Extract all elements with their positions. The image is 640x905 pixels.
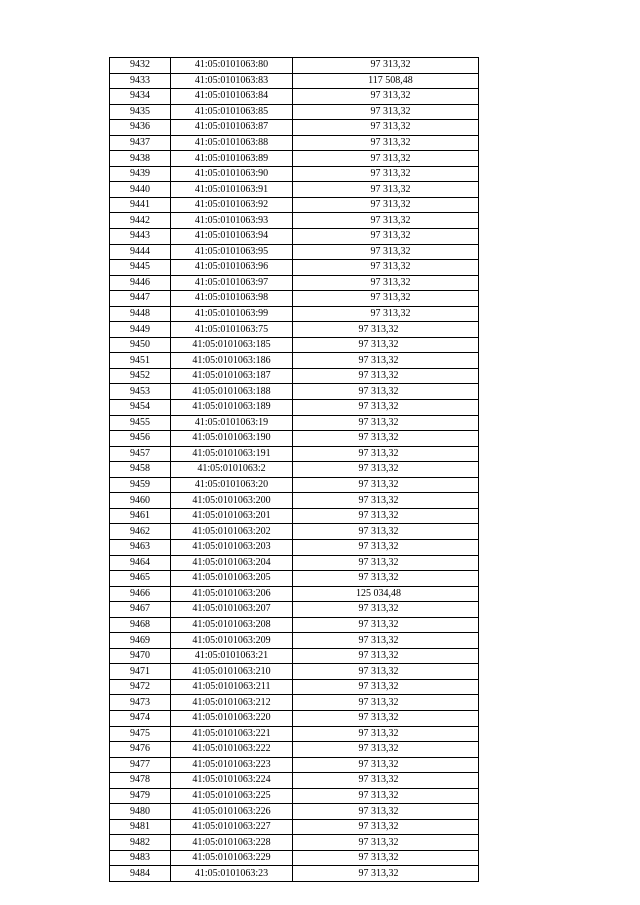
cadastral-value-cell: 97 313,32 [293, 260, 479, 276]
cadastral-value-cell: 97 313,32 [293, 757, 479, 773]
cadastral-value-cell: 97 313,32 [293, 539, 479, 555]
cadastral-number-cell: 41:05:0101063:80 [171, 58, 293, 74]
cadastral-number-cell: 41:05:0101063:204 [171, 555, 293, 571]
cadastral-value-cell: 97 313,32 [293, 182, 479, 198]
cadastral-number-cell: 41:05:0101063:224 [171, 773, 293, 789]
row-number-cell: 9433 [110, 73, 171, 89]
table-row [110, 571, 479, 587]
cadastral-value-cell: 97 313,32 [293, 788, 479, 804]
table-row [110, 260, 479, 276]
cadastral-value-cell: 97 313,32 [293, 508, 479, 524]
cadastral-number-cell: 41:05:0101063:83 [171, 73, 293, 89]
table-row [110, 368, 479, 384]
cadastral-value-cell: 97 313,32 [293, 648, 479, 664]
cadastral-value-cell: 97 313,32 [293, 120, 479, 136]
table-row [110, 835, 479, 851]
cadastral-value-cell: 97 313,32 [293, 664, 479, 680]
cadastral-value-cell: 125 034,48 [293, 586, 479, 602]
cadastral-number-cell: 41:05:0101063:203 [171, 539, 293, 555]
cadastral-value-cell: 97 313,32 [293, 166, 479, 182]
row-number-cell: 9458 [110, 462, 171, 478]
row-number-cell: 9456 [110, 431, 171, 447]
cadastral-value-cell: 97 313,32 [293, 835, 479, 851]
cadastral-value-cell: 97 313,32 [293, 804, 479, 820]
cadastral-value-cell: 97 313,32 [293, 773, 479, 789]
cadastral-value-cell: 97 313,32 [293, 633, 479, 649]
row-number-cell: 9478 [110, 773, 171, 789]
table-row [110, 679, 479, 695]
cadastral-number-cell: 41:05:0101063:208 [171, 617, 293, 633]
row-number-cell: 9444 [110, 244, 171, 260]
table-row [110, 120, 479, 136]
table-row [110, 322, 479, 338]
cadastral-number-cell: 41:05:0101063:95 [171, 244, 293, 260]
row-number-cell: 9476 [110, 742, 171, 758]
row-number-cell: 9482 [110, 835, 171, 851]
table-row [110, 182, 479, 198]
table-row [110, 135, 479, 151]
cadastral-value-cell: 97 313,32 [293, 322, 479, 338]
cadastral-number-cell: 41:05:0101063:205 [171, 571, 293, 587]
cadastral-value-cell: 97 313,32 [293, 368, 479, 384]
cadastral-value-cell: 97 313,32 [293, 866, 479, 882]
table-row [110, 73, 479, 89]
row-number-cell: 9446 [110, 275, 171, 291]
cadastral-number-cell: 41:05:0101063:191 [171, 446, 293, 462]
cadastral-value-cell: 97 313,32 [293, 291, 479, 307]
row-number-cell: 9454 [110, 400, 171, 416]
table-row [110, 353, 479, 369]
row-number-cell: 9462 [110, 524, 171, 540]
row-number-cell: 9451 [110, 353, 171, 369]
cadastral-number-cell: 41:05:0101063:84 [171, 89, 293, 105]
row-number-cell: 9452 [110, 368, 171, 384]
cadastral-value-cell: 97 313,32 [293, 151, 479, 167]
cadastral-value-cell: 97 313,32 [293, 493, 479, 509]
cadastral-number-cell: 41:05:0101063:90 [171, 166, 293, 182]
table-row [110, 166, 479, 182]
cadastral-value-cell: 97 313,32 [293, 400, 479, 416]
row-number-cell: 9450 [110, 337, 171, 353]
cadastral-number-cell: 41:05:0101063:201 [171, 508, 293, 524]
cadastral-value-cell: 97 313,32 [293, 819, 479, 835]
cadastral-value-cell: 117 508,48 [293, 73, 479, 89]
row-number-cell: 9479 [110, 788, 171, 804]
cadastral-number-cell: 41:05:0101063:229 [171, 850, 293, 866]
cadastral-number-cell: 41:05:0101063:221 [171, 726, 293, 742]
row-number-cell: 9473 [110, 695, 171, 711]
cadastral-value-cell: 97 313,32 [293, 89, 479, 105]
table-row [110, 850, 479, 866]
table-row [110, 462, 479, 478]
cadastral-value-cell: 97 313,32 [293, 850, 479, 866]
row-number-cell: 9475 [110, 726, 171, 742]
table-row [110, 773, 479, 789]
cadastral-number-cell: 41:05:0101063:96 [171, 260, 293, 276]
table-row [110, 384, 479, 400]
cadastral-value-cell: 97 313,32 [293, 229, 479, 245]
row-number-cell: 9481 [110, 819, 171, 835]
table-row [110, 477, 479, 493]
table-row [110, 633, 479, 649]
cadastral-number-cell: 41:05:0101063:2 [171, 462, 293, 478]
table-row [110, 446, 479, 462]
table-row [110, 788, 479, 804]
table-row [110, 213, 479, 229]
cadastral-value-cell: 97 313,32 [293, 524, 479, 540]
row-number-cell: 9483 [110, 850, 171, 866]
table-row [110, 602, 479, 618]
table-row [110, 104, 479, 120]
row-number-cell: 9434 [110, 89, 171, 105]
cadastral-number-cell: 41:05:0101063:99 [171, 306, 293, 322]
cadastral-number-cell: 41:05:0101063:89 [171, 151, 293, 167]
cadastral-value-cell: 97 313,32 [293, 213, 479, 229]
cadastral-number-cell: 41:05:0101063:212 [171, 695, 293, 711]
row-number-cell: 9437 [110, 135, 171, 151]
cadastral-number-cell: 41:05:0101063:225 [171, 788, 293, 804]
cadastral-value-cell: 97 313,32 [293, 415, 479, 431]
cadastral-value-cell: 97 313,32 [293, 197, 479, 213]
cadastral-number-cell: 41:05:0101063:202 [171, 524, 293, 540]
cadastral-number-cell: 41:05:0101063:75 [171, 322, 293, 338]
row-number-cell: 9457 [110, 446, 171, 462]
cadastral-number-cell: 41:05:0101063:210 [171, 664, 293, 680]
table-row [110, 197, 479, 213]
row-number-cell: 9445 [110, 260, 171, 276]
table-row [110, 337, 479, 353]
table-row [110, 244, 479, 260]
cadastral-number-cell: 41:05:0101063:19 [171, 415, 293, 431]
row-number-cell: 9461 [110, 508, 171, 524]
cadastral-value-cell: 97 313,32 [293, 695, 479, 711]
cadastral-number-cell: 41:05:0101063:209 [171, 633, 293, 649]
cadastral-number-cell: 41:05:0101063:226 [171, 804, 293, 820]
row-number-cell: 9442 [110, 213, 171, 229]
row-number-cell: 9468 [110, 617, 171, 633]
table-row [110, 586, 479, 602]
cadastral-number-cell: 41:05:0101063:97 [171, 275, 293, 291]
table-body [110, 58, 479, 882]
cadastral-number-cell: 41:05:0101063:222 [171, 742, 293, 758]
table-row [110, 89, 479, 105]
cadastral-number-cell: 41:05:0101063:93 [171, 213, 293, 229]
row-number-cell: 9466 [110, 586, 171, 602]
table-row [110, 58, 479, 74]
table-row [110, 524, 479, 540]
row-number-cell: 9464 [110, 555, 171, 571]
cadastral-value-cell: 97 313,32 [293, 384, 479, 400]
cadastral-value-cell: 97 313,32 [293, 431, 479, 447]
row-number-cell: 9480 [110, 804, 171, 820]
table-row [110, 415, 479, 431]
table-row [110, 819, 479, 835]
cadastral-value-cell: 97 313,32 [293, 446, 479, 462]
cadastral-value-cell: 97 313,32 [293, 135, 479, 151]
cadastral-value-table [109, 57, 479, 882]
row-number-cell: 9447 [110, 291, 171, 307]
row-number-cell: 9463 [110, 539, 171, 555]
cadastral-number-cell: 41:05:0101063:186 [171, 353, 293, 369]
cadastral-number-cell: 41:05:0101063:206 [171, 586, 293, 602]
row-number-cell: 9470 [110, 648, 171, 664]
cadastral-number-cell: 41:05:0101063:98 [171, 291, 293, 307]
table-row [110, 866, 479, 882]
row-number-cell: 9449 [110, 322, 171, 338]
cadastral-number-cell: 41:05:0101063:185 [171, 337, 293, 353]
cadastral-value-cell: 97 313,32 [293, 244, 479, 260]
row-number-cell: 9455 [110, 415, 171, 431]
row-number-cell: 9448 [110, 306, 171, 322]
cadastral-number-cell: 41:05:0101063:211 [171, 679, 293, 695]
cadastral-number-cell: 41:05:0101063:188 [171, 384, 293, 400]
cadastral-value-cell: 97 313,32 [293, 710, 479, 726]
table-row [110, 757, 479, 773]
row-number-cell: 9467 [110, 602, 171, 618]
cadastral-value-cell: 97 313,32 [293, 275, 479, 291]
cadastral-number-cell: 41:05:0101063:187 [171, 368, 293, 384]
row-number-cell: 9441 [110, 197, 171, 213]
cadastral-value-cell: 97 313,32 [293, 306, 479, 322]
cadastral-number-cell: 41:05:0101063:189 [171, 400, 293, 416]
cadastral-value-cell: 97 313,32 [293, 555, 479, 571]
row-number-cell: 9484 [110, 866, 171, 882]
table-row [110, 306, 479, 322]
row-number-cell: 9477 [110, 757, 171, 773]
row-number-cell: 9465 [110, 571, 171, 587]
cadastral-value-cell: 97 313,32 [293, 477, 479, 493]
row-number-cell: 9469 [110, 633, 171, 649]
table-row [110, 151, 479, 167]
table-row [110, 742, 479, 758]
cadastral-number-cell: 41:05:0101063:207 [171, 602, 293, 618]
cadastral-value-cell: 97 313,32 [293, 337, 479, 353]
table-row [110, 648, 479, 664]
table-row [110, 275, 479, 291]
cadastral-number-cell: 41:05:0101063:92 [171, 197, 293, 213]
table-row [110, 555, 479, 571]
cadastral-number-cell: 41:05:0101063:200 [171, 493, 293, 509]
cadastral-value-cell: 97 313,32 [293, 462, 479, 478]
row-number-cell: 9474 [110, 710, 171, 726]
cadastral-value-cell: 97 313,32 [293, 104, 479, 120]
row-number-cell: 9443 [110, 229, 171, 245]
cadastral-value-cell: 97 313,32 [293, 679, 479, 695]
cadastral-number-cell: 41:05:0101063:21 [171, 648, 293, 664]
table-row [110, 539, 479, 555]
cadastral-number-cell: 41:05:0101063:91 [171, 182, 293, 198]
cadastral-number-cell: 41:05:0101063:88 [171, 135, 293, 151]
table-row [110, 617, 479, 633]
row-number-cell: 9432 [110, 58, 171, 74]
cadastral-number-cell: 41:05:0101063:20 [171, 477, 293, 493]
table-row [110, 508, 479, 524]
table-row [110, 804, 479, 820]
cadastral-number-cell: 41:05:0101063:23 [171, 866, 293, 882]
cadastral-value-cell: 97 313,32 [293, 726, 479, 742]
row-number-cell: 9438 [110, 151, 171, 167]
row-number-cell: 9471 [110, 664, 171, 680]
cadastral-value-cell: 97 313,32 [293, 602, 479, 618]
cadastral-value-cell: 97 313,32 [293, 617, 479, 633]
cadastral-value-cell: 97 313,32 [293, 58, 479, 74]
cadastral-number-cell: 41:05:0101063:190 [171, 431, 293, 447]
row-number-cell: 9472 [110, 679, 171, 695]
table-row [110, 726, 479, 742]
row-number-cell: 9436 [110, 120, 171, 136]
cadastral-number-cell: 41:05:0101063:227 [171, 819, 293, 835]
cadastral-number-cell: 41:05:0101063:228 [171, 835, 293, 851]
table-row [110, 229, 479, 245]
table-row [110, 493, 479, 509]
cadastral-value-cell: 97 313,32 [293, 353, 479, 369]
table-row [110, 710, 479, 726]
cadastral-number-cell: 41:05:0101063:94 [171, 229, 293, 245]
cadastral-value-cell: 97 313,32 [293, 742, 479, 758]
table-row [110, 291, 479, 307]
row-number-cell: 9439 [110, 166, 171, 182]
row-number-cell: 9435 [110, 104, 171, 120]
cadastral-number-cell: 41:05:0101063:223 [171, 757, 293, 773]
cadastral-value-cell: 97 313,32 [293, 571, 479, 587]
table-row [110, 400, 479, 416]
cadastral-number-cell: 41:05:0101063:87 [171, 120, 293, 136]
cadastral-number-cell: 41:05:0101063:85 [171, 104, 293, 120]
row-number-cell: 9459 [110, 477, 171, 493]
row-number-cell: 9460 [110, 493, 171, 509]
row-number-cell: 9440 [110, 182, 171, 198]
table-row [110, 695, 479, 711]
cadastral-number-cell: 41:05:0101063:220 [171, 710, 293, 726]
table-row [110, 664, 479, 680]
table-row [110, 431, 479, 447]
row-number-cell: 9453 [110, 384, 171, 400]
